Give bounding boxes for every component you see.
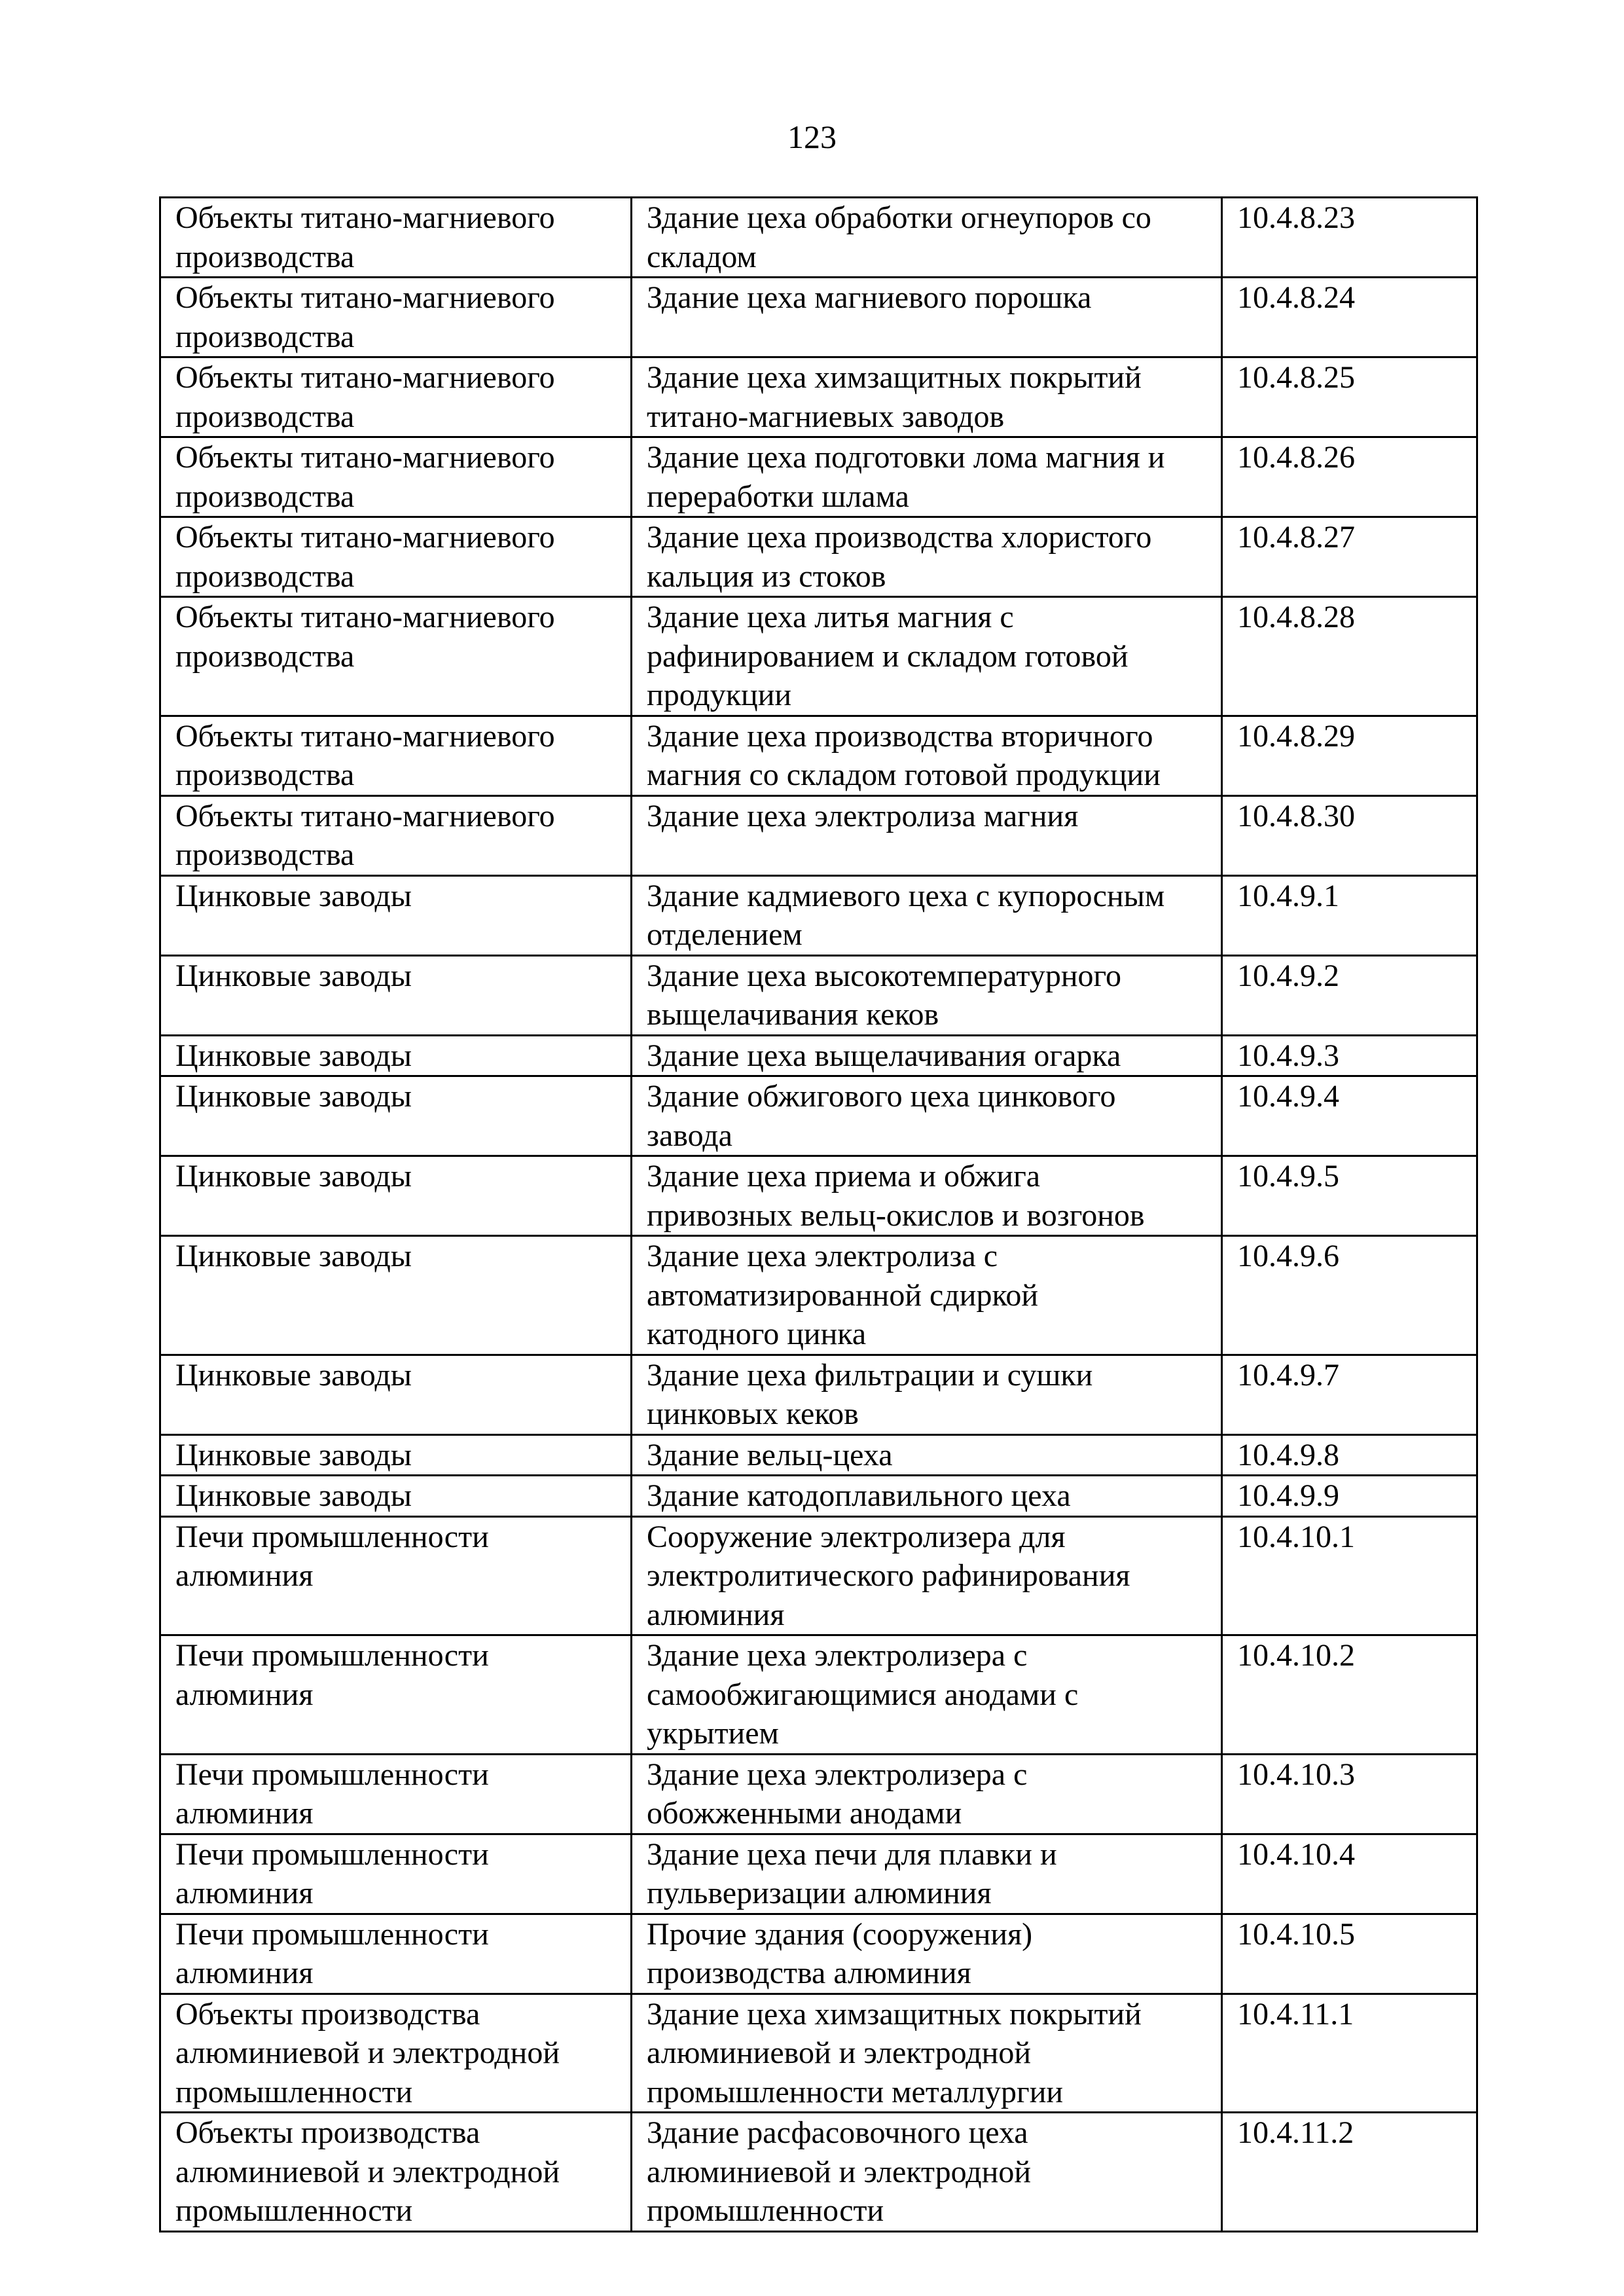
code-cell: [1222, 1476, 1477, 1517]
building-cell: [632, 517, 1222, 597]
object-cell: [160, 278, 632, 357]
table-row: [160, 1476, 1477, 1517]
building-cell-line: пульверизации алюминия: [647, 1876, 992, 1910]
building-cell-line: Здание цеха выщелачивания огарка: [647, 1038, 1121, 1073]
building-cell-line: выщелачивания кеков: [647, 997, 939, 1032]
building-cell-line: рафинированием и складом готовой: [647, 638, 1128, 674]
object-cell-line: промышленности: [175, 2193, 413, 2228]
table-row: [160, 357, 1477, 437]
object-cell: [160, 875, 632, 955]
building-cell-line: переработки шлама: [647, 479, 909, 514]
building-cell-line: завода: [647, 1118, 732, 1153]
object-cell-line: Объекты титано-магниевого: [175, 600, 555, 634]
code-cell: [1222, 1035, 1477, 1076]
building-cell-line: Здание цеха производства хлористого: [647, 520, 1152, 555]
object-cell: [160, 437, 632, 517]
building-cell: [632, 198, 1222, 278]
code-cell: [1222, 795, 1477, 875]
code-cell: [1222, 875, 1477, 955]
object-cell-line: Печи промышленности: [175, 1757, 489, 1792]
table-row: [160, 875, 1477, 955]
object-cell: [160, 1635, 632, 1755]
code-cell: [1222, 198, 1477, 278]
object-cell-line: Цинковые заводы: [175, 1478, 412, 1513]
object-cell-line: Цинковые заводы: [175, 1239, 412, 1273]
table-row: [160, 278, 1477, 357]
building-cell: [632, 1994, 1222, 2113]
code-cell-text: 10.4.9.7: [1237, 1357, 1339, 1393]
code-cell: [1222, 437, 1477, 517]
building-cell-line: Здание цеха подготовки лома магния и: [647, 440, 1165, 475]
object-cell-line: Цинковые заводы: [175, 1038, 412, 1073]
object-cell-line: производства: [175, 558, 355, 594]
code-cell: [1222, 1834, 1477, 1914]
code-cell-text: 10.4.10.1: [1237, 1519, 1355, 1554]
building-cell-line: Здание цеха электролиза магния: [647, 798, 1079, 833]
object-cell: [160, 795, 632, 875]
object-cell-line: Цинковые заводы: [175, 1357, 412, 1393]
object-cell-line: производства: [175, 399, 355, 434]
table-row: [160, 1156, 1477, 1236]
code-cell: [1222, 357, 1477, 437]
code-cell: [1222, 1355, 1477, 1434]
code-cell-text: 10.4.10.2: [1237, 1638, 1355, 1673]
building-cell: [632, 1476, 1222, 1517]
object-cell-line: промышленности: [175, 2074, 413, 2109]
object-cell-line: Объекты титано-магниевого: [175, 440, 555, 475]
code-cell-text: 10.4.9.4: [1237, 1079, 1339, 1114]
classification-table: [159, 196, 1478, 2232]
object-cell-line: алюминиевой и электродной: [175, 2035, 560, 2070]
building-cell-line: Здание цеха печи для плавки и: [647, 1836, 1057, 1872]
code-cell: [1222, 1635, 1477, 1755]
table-row: [160, 1355, 1477, 1434]
object-cell-line: Объекты производства: [175, 1996, 480, 2032]
object-cell: [160, 357, 632, 437]
building-cell-line: магния со складом готовой продукции: [647, 757, 1161, 792]
table-row: [160, 1236, 1477, 1355]
building-cell: [632, 278, 1222, 357]
code-cell: [1222, 2113, 1477, 2232]
object-cell: [160, 1035, 632, 1076]
building-cell-line: привозных вельц-окислов и возгонов: [647, 1197, 1145, 1233]
building-cell-line: Здание цеха электролиза с: [647, 1239, 998, 1273]
object-cell-line: алюминия: [175, 1558, 314, 1593]
code-cell: [1222, 1754, 1477, 1834]
building-cell-line: Здание обжигового цеха цинкового: [647, 1079, 1116, 1114]
object-cell-line: Печи промышленности: [175, 1916, 489, 1952]
object-cell: [160, 1076, 632, 1156]
building-cell-line: промышленности металлургии: [647, 2074, 1064, 2109]
table-row: [160, 1076, 1477, 1156]
building-cell-line: Прочие здания (сооружения): [647, 1916, 1033, 1952]
object-cell-line: Объекты производства: [175, 2115, 480, 2150]
code-cell: [1222, 597, 1477, 716]
building-cell: [632, 1914, 1222, 1994]
code-cell-text: 10.4.10.4: [1237, 1836, 1355, 1872]
building-cell: [632, 1834, 1222, 1914]
code-cell-text: 10.4.8.30: [1237, 798, 1355, 833]
table-row: [160, 716, 1477, 795]
building-cell-line: электролитического рафинирования: [647, 1558, 1130, 1593]
code-cell: [1222, 517, 1477, 597]
building-cell-line: Здание кадмиевого цеха с купоросным: [647, 878, 1165, 913]
building-cell-line: титано-магниевых заводов: [647, 399, 1005, 434]
building-cell-line: алюминиевой и электродной: [647, 2154, 1032, 2189]
object-cell: [160, 1914, 632, 1994]
table-row: [160, 2113, 1477, 2232]
building-cell-line: автоматизированной сдиркой: [647, 1277, 1039, 1313]
building-cell-line: укрытием: [647, 1716, 779, 1751]
object-cell: [160, 716, 632, 795]
object-cell: [160, 1994, 632, 2113]
building-cell-line: цинковых кеков: [647, 1396, 859, 1431]
code-cell-text: 10.4.9.9: [1237, 1478, 1339, 1513]
code-cell-text: 10.4.9.6: [1237, 1239, 1339, 1273]
object-cell-line: алюминия: [175, 1796, 314, 1831]
code-cell: [1222, 1516, 1477, 1635]
building-cell: [632, 1434, 1222, 1476]
building-cell-line: Здание цеха магниевого порошка: [647, 280, 1092, 315]
building-cell-line: Здание цеха электролизера с: [647, 1638, 1028, 1673]
building-cell-line: Здание вельц-цеха: [647, 1437, 893, 1472]
object-cell-line: производства: [175, 239, 355, 274]
object-cell-line: Цинковые заводы: [175, 958, 412, 993]
object-cell-line: Печи промышленности: [175, 1519, 489, 1554]
table-row: [160, 1516, 1477, 1635]
building-cell: [632, 1635, 1222, 1755]
object-cell-line: производства: [175, 757, 355, 792]
object-cell-line: Цинковые заводы: [175, 878, 412, 913]
object-cell-line: Печи промышленности: [175, 1638, 489, 1673]
code-cell-text: 10.4.8.26: [1237, 440, 1355, 475]
building-cell: [632, 437, 1222, 517]
code-cell: [1222, 1994, 1477, 2113]
building-cell: [632, 1076, 1222, 1156]
code-cell-text: 10.4.11.1: [1237, 1996, 1354, 2032]
building-cell: [632, 955, 1222, 1035]
building-cell-line: продукции: [647, 678, 792, 712]
code-cell-text: 10.4.9.5: [1237, 1159, 1339, 1194]
building-cell-line: Здание цеха производства вторичного: [647, 718, 1153, 754]
building-cell: [632, 357, 1222, 437]
object-cell-line: алюминия: [175, 1956, 314, 1990]
code-cell: [1222, 1076, 1477, 1156]
table-row: [160, 1635, 1477, 1755]
table-row: [160, 1994, 1477, 2113]
object-cell-line: Объекты титано-магниевого: [175, 200, 555, 235]
building-cell-line: Здание цеха химзащитных покрытий: [647, 360, 1142, 395]
object-cell: [160, 198, 632, 278]
building-cell-line: кальция из стоков: [647, 558, 886, 594]
table-row: [160, 1035, 1477, 1076]
code-cell-text: 10.4.8.29: [1237, 718, 1355, 754]
table-row: [160, 437, 1477, 517]
object-cell-line: алюминия: [175, 1876, 314, 1910]
object-cell-line: производства: [175, 319, 355, 354]
building-cell-line: Здание цеха электролизера с: [647, 1757, 1028, 1792]
building-cell: [632, 597, 1222, 716]
building-cell: [632, 2113, 1222, 2232]
building-cell-line: алюминиевой и электродной: [647, 2035, 1032, 2070]
table-row: [160, 1914, 1477, 1994]
object-cell-line: производства: [175, 638, 355, 674]
object-cell: [160, 955, 632, 1035]
table-row: [160, 597, 1477, 716]
building-cell-line: Здание цеха приема и обжига: [647, 1159, 1041, 1194]
object-cell: [160, 1834, 632, 1914]
building-cell: [632, 1035, 1222, 1076]
object-cell-line: Объекты титано-магниевого: [175, 798, 555, 833]
building-cell-line: производства алюминия: [647, 1956, 971, 1990]
building-cell-line: самообжигающимися анодами с: [647, 1677, 1079, 1712]
building-cell-line: алюминия: [647, 1597, 785, 1632]
code-cell-text: 10.4.11.2: [1237, 2115, 1354, 2150]
page-number: 123: [787, 118, 837, 155]
object-cell-line: производства: [175, 837, 355, 872]
code-cell: [1222, 1434, 1477, 1476]
building-cell: [632, 1355, 1222, 1434]
object-cell: [160, 597, 632, 716]
code-cell: [1222, 1236, 1477, 1355]
code-cell-text: 10.4.8.27: [1237, 520, 1355, 555]
table-row: [160, 517, 1477, 597]
object-cell: [160, 1236, 632, 1355]
building-cell-line: Здание цеха высокотемпературного: [647, 958, 1121, 993]
code-cell: [1222, 716, 1477, 795]
object-cell-line: Объекты титано-магниевого: [175, 520, 555, 555]
object-cell: [160, 1476, 632, 1517]
building-cell: [632, 875, 1222, 955]
building-cell: [632, 795, 1222, 875]
building-cell: [632, 1156, 1222, 1236]
table-row: [160, 1834, 1477, 1914]
building-cell-line: отделением: [647, 917, 803, 952]
building-cell-line: складом: [647, 239, 757, 274]
table-row: [160, 198, 1477, 278]
object-cell: [160, 1434, 632, 1476]
code-cell-text: 10.4.8.24: [1237, 280, 1355, 315]
building-cell: [632, 716, 1222, 795]
building-cell: [632, 1754, 1222, 1834]
code-cell: [1222, 1914, 1477, 1994]
code-cell-text: 10.4.8.25: [1237, 360, 1355, 395]
building-cell: [632, 1516, 1222, 1635]
object-cell-line: алюминиевой и электродной: [175, 2154, 560, 2189]
table-row: [160, 955, 1477, 1035]
code-cell-text: 10.4.10.5: [1237, 1916, 1355, 1952]
table-row: [160, 1754, 1477, 1834]
code-cell-text: 10.4.9.2: [1237, 958, 1339, 993]
building-cell-line: Здание цеха химзащитных покрытий: [647, 1996, 1142, 2032]
object-cell: [160, 1355, 632, 1434]
object-cell: [160, 517, 632, 597]
object-cell-line: Объекты титано-магниевого: [175, 280, 555, 315]
building-cell-line: обожженными анодами: [647, 1796, 962, 1831]
table-row: [160, 1434, 1477, 1476]
building-cell-line: Здание цеха литья магния с: [647, 600, 1014, 634]
object-cell: [160, 2113, 632, 2232]
building-cell-line: промышленности: [647, 2193, 884, 2228]
object-cell: [160, 1754, 632, 1834]
code-cell-text: 10.4.9.3: [1237, 1038, 1339, 1073]
code-cell: [1222, 955, 1477, 1035]
object-cell-line: Цинковые заводы: [175, 1437, 412, 1472]
object-cell-line: производства: [175, 479, 355, 514]
building-cell-line: Здание катодоплавильного цеха: [647, 1478, 1071, 1513]
object-cell-line: алюминия: [175, 1677, 314, 1712]
table-row: [160, 795, 1477, 875]
building-cell-line: Здание цеха фильтрации и сушки: [647, 1357, 1093, 1393]
code-cell-text: 10.4.9.8: [1237, 1437, 1339, 1472]
code-cell: [1222, 1156, 1477, 1236]
code-cell-text: 10.4.8.28: [1237, 600, 1355, 634]
code-cell-text: 10.4.9.1: [1237, 878, 1339, 913]
object-cell-line: Объекты титано-магниевого: [175, 360, 555, 395]
object-cell-line: Объекты титано-магниевого: [175, 718, 555, 754]
object-cell-line: Цинковые заводы: [175, 1159, 412, 1194]
code-cell: [1222, 278, 1477, 357]
code-cell-text: 10.4.8.23: [1237, 200, 1355, 235]
object-cell: [160, 1516, 632, 1635]
object-cell: [160, 1156, 632, 1236]
building-cell-line: Сооружение электролизера для: [647, 1519, 1066, 1554]
building-cell-line: Здание цеха обработки огнеупоров со: [647, 200, 1151, 235]
object-cell-line: Цинковые заводы: [175, 1079, 412, 1114]
code-cell-text: 10.4.10.3: [1237, 1757, 1355, 1792]
object-cell-line: Печи промышленности: [175, 1836, 489, 1872]
building-cell: [632, 1236, 1222, 1355]
table-body: [160, 198, 1477, 2232]
building-cell-line: катодного цинка: [647, 1317, 867, 1351]
building-cell-line: Здание расфасовочного цеха: [647, 2115, 1028, 2150]
